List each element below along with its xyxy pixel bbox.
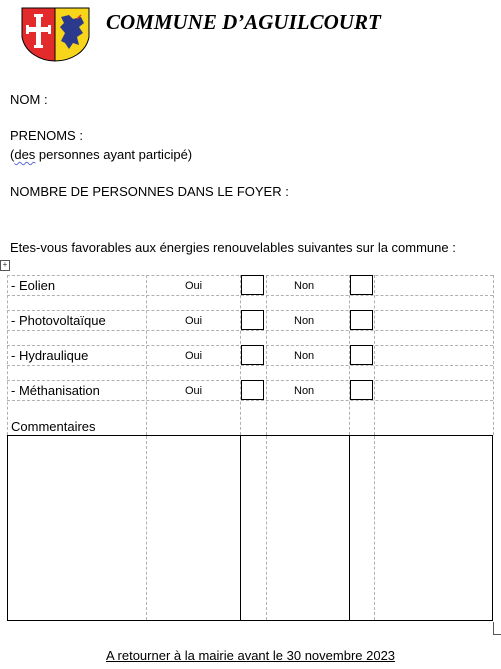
table-move-handle-icon[interactable]: + [0,260,10,271]
yes-label: Oui [185,385,203,397]
yes-checkbox-methanisation[interactable] [241,380,264,400]
grid-line [7,330,493,331]
grid-line [146,275,147,435]
energy-label-photovoltaique: - Photovoltaïque [11,313,106,328]
prenoms-note [10,147,192,162]
no-label: Non [294,385,315,397]
no-checkbox-eolien[interactable] [350,275,373,295]
energy-label-methanisation: - Méthanisation [11,383,100,398]
return-deadline-note: A retourner à la mairie avant le 30 novembre 2023 [105,648,396,663]
yes-label: Oui [185,315,203,327]
no-label: Non [294,280,315,292]
grid-line [349,436,350,620]
comments-field[interactable] [7,435,493,621]
grid-line [7,400,493,401]
prenoms-note-word: des [14,147,36,162]
grid-line [7,365,493,366]
no-checkbox-hydraulique[interactable] [350,345,373,365]
grid-line [374,275,375,435]
yes-checkbox-photovoltaique[interactable] [241,310,264,330]
yes-checkbox-eolien[interactable] [241,275,264,295]
grid-line [266,275,267,435]
no-label: Non [294,350,315,362]
prenoms-note-rest: personnes ayant participé) [35,147,193,162]
grid-line [146,436,147,620]
energy-label-eolien: - Eolien [11,278,56,293]
no-label: Non [294,315,315,327]
nom-label: NOM : [10,92,48,107]
yes-checkbox-hydraulique[interactable] [241,345,264,365]
grid-line [493,275,494,435]
grid-line [7,275,8,435]
yes-label: Oui [185,280,203,292]
prenoms-label: PRENOMS : [10,128,83,143]
table-resize-handle-icon[interactable] [493,622,501,635]
grid-line [7,295,493,296]
grid-line [266,436,267,620]
energy-question: Etes-vous favorables aux énergies renouvelables suivantes sur la commune : [10,240,456,255]
no-checkbox-photovoltaique[interactable] [350,310,373,330]
household-count-label: NOMBRE DE PERSONNES DANS LE FOYER : [10,184,289,199]
grid-line [240,436,241,620]
grid-line [374,436,375,620]
yes-label: Oui [185,350,203,362]
page-title: COMMUNE D’AGUILCOURT [106,10,381,34]
prenoms-note-open: ( [10,147,15,162]
coat-of-arms-logo [21,7,90,63]
comments-label: Commentaires [11,419,96,434]
energy-label-hydraulique: - Hydraulique [11,348,89,363]
no-checkbox-methanisation[interactable] [350,380,373,400]
